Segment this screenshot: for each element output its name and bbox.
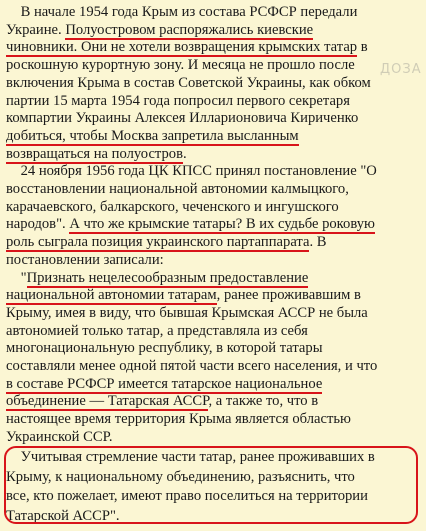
highlight-box: [4, 446, 418, 524]
text-segment: Крыму, имея в виду, что бывшая Крымская АССР не была: [6, 304, 368, 321]
underlined-segment: объединение — Татарская АССР: [6, 393, 209, 410]
text-segment: В начале 1954 года Крым из состава РСФСР передали: [6, 4, 358, 20]
text-segment: 24 ноября 1956 года ЦК КПСС принял постановление "О: [6, 163, 377, 180]
underlined-segment: чиновники. Они не хотели возвращения крымских татар: [6, 39, 358, 56]
underlined-segment: Полуостровом распоряжались киевские: [65, 21, 314, 38]
text-segment: роскошную курортную зону. И месяца не прошло после: [6, 57, 355, 74]
underlined-segment: Признать нецелесообразным предоставление: [26, 269, 309, 286]
text-segment: , а также то, что в: [208, 393, 319, 410]
text-segment: все, кто пожелает, имеют право поселиться на территории: [6, 488, 368, 504]
text-segment: партии 15 марта 1954 года попросил первого секретаря: [6, 92, 350, 109]
underlined-segment: в составе РСФСР имеется татарское национальное: [6, 375, 323, 392]
text-segment: в: [357, 39, 368, 56]
text-segment: постановлении записали:: [6, 251, 164, 268]
text-segment: автономией только татар, а представляла из себя: [6, 322, 308, 339]
text-segment: компартии Украины Алексея Илларионовича Кириченко: [6, 110, 359, 127]
underlined-segment: добиться, чтобы Москва запретила высланным: [6, 127, 299, 144]
text-segment: настоящее время территория Крыма является областью: [6, 411, 351, 428]
text-segment: Украине.: [6, 21, 66, 38]
underlined-segment: возвращаться на полуостров: [6, 145, 183, 162]
text-segment: народов".: [6, 216, 70, 233]
text-segment: карачаевского, балкарского, чеченского и ингушского: [6, 198, 339, 215]
underlined-segment: роль сыграла позиция украинского партаппарата: [6, 234, 310, 251]
underlined-segment: А что же крымские татары? В их судьбе роковую: [69, 216, 375, 233]
text-segment: многонациональную республику, в которой татары: [6, 340, 323, 357]
text-segment: Украинской ССР.: [6, 428, 113, 445]
text-segment: Татарской АССР".: [6, 508, 120, 524]
text-segment: Учитывая стремление части татар, ранее проживавших в: [6, 449, 375, 465]
text-segment: .: [182, 145, 187, 162]
text-segment: . В: [309, 234, 327, 251]
watermark: ДОЗА: [380, 62, 422, 77]
underlined-segment: национальной автономии татарам: [6, 287, 217, 304]
text-segment: ": [6, 269, 27, 286]
text-segment: составляли менее одной пятой части всего населения, и что: [6, 358, 378, 374]
text-segment: Крыму, к национальному объединению, разъяснить, что: [6, 469, 355, 485]
text-segment: включения Крыма в состав Советской Украины, как обком: [6, 74, 371, 91]
text-segment: , ранее проживавшим в: [216, 287, 361, 304]
text-line: [6, 427, 420, 447]
text-segment: восстановлении национальной автономии калмыцкого,: [6, 181, 349, 197]
